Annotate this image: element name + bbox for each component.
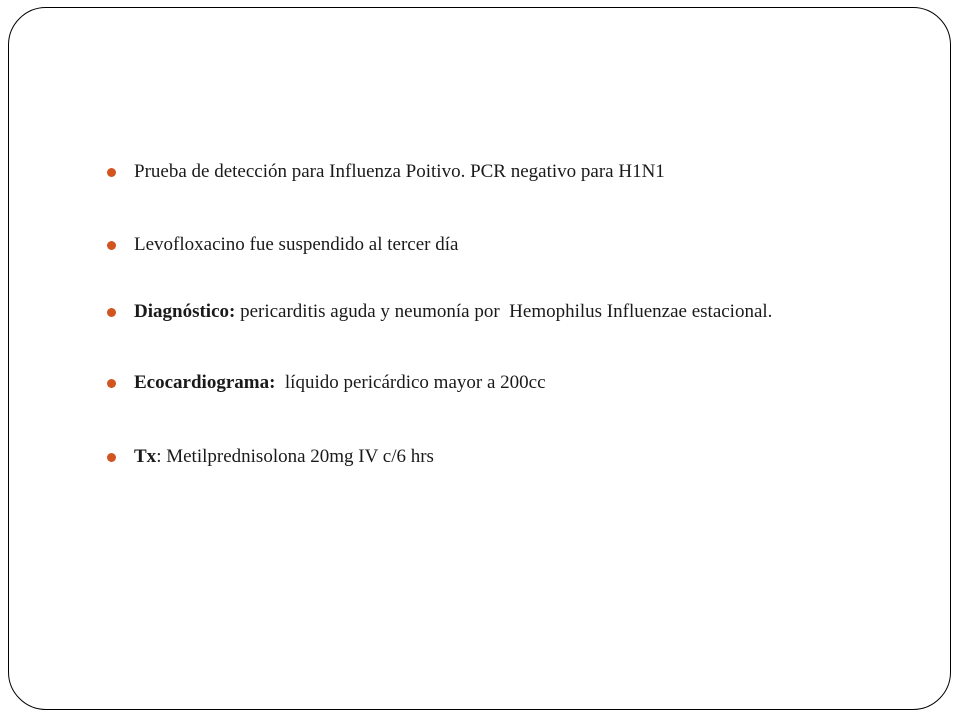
bullet-body: líquido pericárdico mayor a 200cc (275, 372, 546, 393)
bullet-dot-icon (107, 241, 116, 250)
bullet-text (134, 234, 458, 256)
bullet-item-influenza-test (107, 157, 665, 187)
bullet-body: Prueba de detección para Influenza Poitivo. PCR negativo para H1N1 (134, 161, 665, 182)
bullet-dot-icon (107, 168, 116, 177)
bullet-body: : Metilprednisolona 20mg IV c/6 hrs (156, 446, 434, 467)
bullet-text (134, 372, 546, 394)
bullet-item-ecocardiograma (107, 368, 546, 398)
bullet-text (134, 301, 772, 323)
bullet-dot-icon (107, 379, 116, 388)
bullet-text (134, 446, 434, 468)
bullet-dot-icon (107, 308, 116, 317)
bullet-item-tratamiento (107, 442, 434, 472)
bullet-dot-icon (107, 453, 116, 462)
bullet-body: Levofloxacino fue suspendido al tercer día (134, 234, 459, 255)
bullet-body: pericarditis aguda y neumonía por Hemophilus Influenzae estacional. (235, 301, 773, 322)
bullet-term: Ecocardiograma: (134, 372, 276, 393)
bullet-item-diagnostico (107, 297, 772, 327)
bullet-term: Diagnóstico: (134, 301, 236, 322)
bullet-text (134, 161, 665, 183)
bullet-item-levofloxacino (107, 230, 458, 260)
bullet-term: Tx (134, 446, 157, 467)
